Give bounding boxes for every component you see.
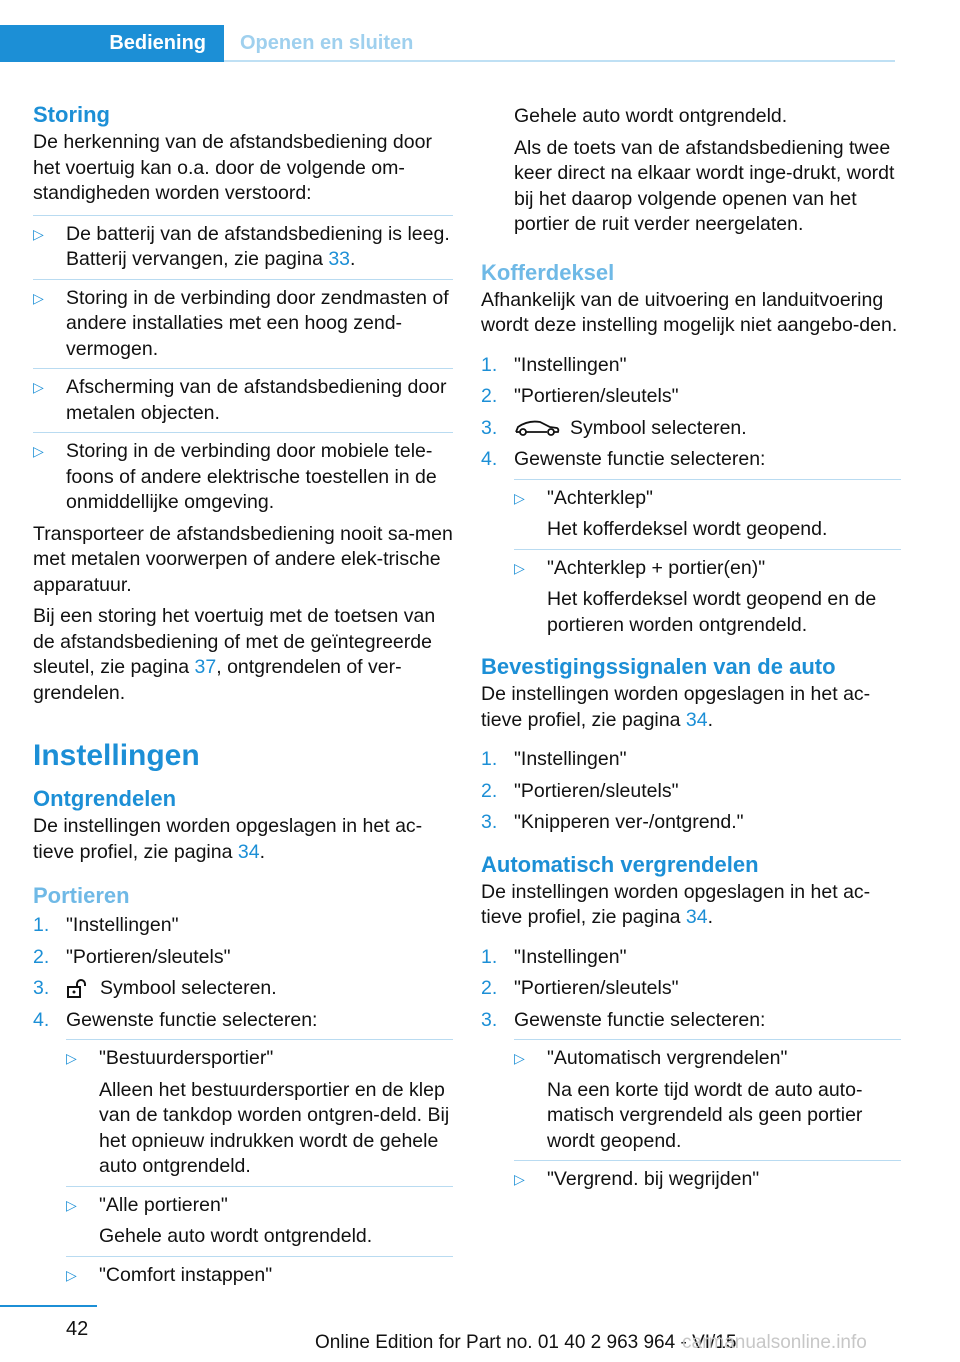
tab-bediening[interactable]: Bediening — [0, 25, 224, 62]
triangle-right-icon: ▷ — [66, 1266, 77, 1283]
instellingen-heading: Instellingen — [33, 739, 200, 772]
step-item: 2. "Portieren/sleutels" — [481, 977, 679, 999]
auto-options — [514, 1039, 901, 1193]
step-item: 2. "Portieren/sleutels" — [481, 779, 679, 802]
page-link-33[interactable]: 33 — [328, 248, 351, 270]
footer-divider — [0, 1305, 97, 1307]
step-item: 1. "Instellingen" — [481, 748, 627, 770]
kofferdeksel-heading: Kofferdeksel — [481, 259, 615, 285]
step-item: 4. Gewenste functie selecteren: — [33, 1008, 318, 1031]
option-item: ▷ "Achterklep" Het kofferdeksel wordt geopend. — [514, 486, 901, 543]
list-item-text: Storing in de verbinding door mobiele tele-foons of andere elektrische toestellen in de onmiddellijke omgeving. — [66, 440, 437, 513]
comfort-continued: Gehele auto wordt ontgrendeld. Als de toets van de afstandsbediening twee keer direct na elkaar wordt inge-drukt, wordt bij het daarop volgende openen van het portier de ruit verder neergelaten. — [514, 105, 895, 235]
triangle-right-icon: ▷ — [66, 1196, 77, 1213]
portieren-steps — [33, 913, 453, 1288]
divider — [66, 1039, 453, 1040]
divider — [514, 1039, 901, 1040]
option-item: ▷ "Vergrend. bij wegrijden" — [514, 1167, 901, 1193]
list-item — [33, 286, 453, 363]
step-item: 2. "Portieren/sleutels" — [481, 385, 679, 407]
divider — [514, 1160, 901, 1161]
unlock-icon — [66, 979, 90, 999]
left-column — [33, 100, 453, 1288]
option-item: ▷ "Alle portieren" Gehele auto wordt ontgrendeld. — [66, 1193, 453, 1250]
option-item: ▷ "Automatisch vergrendelen" Na een korte tijd wordt de auto auto-matisch vergrendeld als geen portier wordt geopend. — [514, 1046, 901, 1154]
divider — [33, 215, 453, 216]
list-item-text: . — [350, 248, 356, 270]
triangle-right-icon: ▷ — [66, 1050, 77, 1066]
list-item-text: Afscherming van de afstandsbediening door metalen objecten. — [66, 376, 447, 424]
storing-intro: De herkenning van de afstandsbediening door het voertuig kan o.a. door de volgende om-standigheden worden verstoord: — [33, 131, 432, 204]
kofferdeksel-text: Afhankelijk van de uitvoering en landuitvoering wordt deze instelling mogelijk niet aangebo-den. — [481, 288, 898, 336]
step-item: 3. "Knipperen ver-/ontgrend." — [481, 811, 744, 833]
kofferdeksel-options — [514, 479, 901, 639]
bevestiging-text: De instellingen worden opgeslagen in het ac-tieve profiel, zie pagina 34. — [481, 683, 871, 731]
watermark: carmanualsonline.info — [682, 1332, 867, 1353]
page-number: 42 — [66, 1318, 89, 1340]
auto-steps — [481, 945, 901, 1193]
storing-heading: Storing — [33, 102, 110, 127]
auto-vergrendelen-text: De instellingen worden opgeslagen in het ac-tieve profiel, zie pagina 34. — [481, 880, 871, 928]
step-item: 3. Symbool selecteren. — [33, 977, 277, 999]
divider — [33, 432, 453, 433]
list-item-text: De batterij van de afstandsbediening is leeg. Batterij vervangen, zie pagina — [66, 222, 450, 270]
divider — [514, 549, 901, 550]
transport-text: Transporteer de afstandsbediening nooit sa-men met metalen voorwerpen of andere elek-trische apparatuur. — [33, 522, 453, 596]
ontgrendelen-text: De instellingen worden opgeslagen in het ac-tieve profiel, zie pagina 34. — [33, 815, 423, 863]
list-item-text: Storing in de verbinding door zendmasten of andere installaties met een hoog zend-vermogen. — [66, 286, 449, 360]
divider — [33, 279, 453, 280]
list-item — [33, 222, 453, 273]
portieren-options — [66, 1039, 453, 1288]
option-item: ▷ "Bestuurdersportier" Alleen het bestuurdersportier en de klep van de tankdop worden ontgren-deld. Bij het opnieuw indrukken wordt de gehele auto ontgrendeld. — [66, 1046, 453, 1180]
step-item: 2. "Portieren/sleutels" — [33, 945, 231, 968]
right-column — [481, 104, 901, 1193]
option-item: ▷ "Achterklep + portier(en)" Het kofferdeksel wordt geopend en de portieren worden ontgrendeld. — [514, 556, 901, 639]
step-item: 1. "Instellingen" — [481, 353, 627, 376]
list-item — [33, 439, 453, 516]
step-item: 1. "Instellingen" — [481, 945, 627, 968]
page-link-34[interactable]: 34 — [685, 906, 708, 928]
option-item: ▷ "Comfort instappen" — [66, 1263, 453, 1289]
storing-final-text: Bij een storing het voertuig met de toetsen van de afstandsbediening of met de geïntegreerde sleutel, zie pagina 37, ontgrendelen of ver-grendelen. — [33, 605, 436, 704]
header-divider — [224, 60, 895, 62]
triangle-right-icon: ▷ — [33, 443, 44, 459]
auto-vergrendelen-heading: Automatisch vergrendelen — [481, 851, 759, 877]
page-link-37[interactable]: 37 — [194, 656, 217, 678]
portieren-heading: Portieren — [33, 883, 130, 908]
page-link-34[interactable]: 34 — [237, 840, 260, 863]
tab-openen-en-sluiten[interactable]: Openen en sluiten — [240, 32, 414, 54]
car-trunk-icon — [514, 418, 560, 438]
list-item — [33, 375, 453, 426]
divider — [33, 368, 453, 369]
step-item: 3. Symbool selecteren. — [481, 416, 747, 439]
triangle-right-icon: ▷ — [514, 1050, 525, 1066]
bevestiging-steps — [481, 747, 901, 836]
kofferdeksel-steps — [481, 353, 901, 639]
triangle-right-icon: ▷ — [514, 559, 525, 576]
divider — [514, 479, 901, 480]
triangle-right-icon: ▷ — [514, 489, 525, 506]
page-link-34[interactable]: 34 — [685, 708, 708, 731]
step-item: 4. Gewenste functie selecteren: — [481, 448, 766, 470]
ontgrendelen-heading: Ontgrendelen — [33, 786, 177, 811]
step-item: 1. "Instellingen" — [33, 914, 179, 936]
divider — [66, 1256, 453, 1257]
triangle-right-icon: ▷ — [33, 225, 44, 242]
page-header — [0, 25, 895, 62]
divider — [66, 1186, 453, 1187]
step-item: 3. Gewenste functie selecteren: — [481, 1008, 766, 1031]
triangle-right-icon: ▷ — [33, 289, 44, 306]
triangle-right-icon: ▷ — [33, 379, 44, 395]
edition-text: Online Edition for Part no. 01 40 2 963 964 - VI/15 — [315, 1332, 737, 1353]
triangle-right-icon: ▷ — [514, 1171, 525, 1187]
bevestiging-heading: Bevestigingssignalen van de auto — [481, 654, 836, 679]
